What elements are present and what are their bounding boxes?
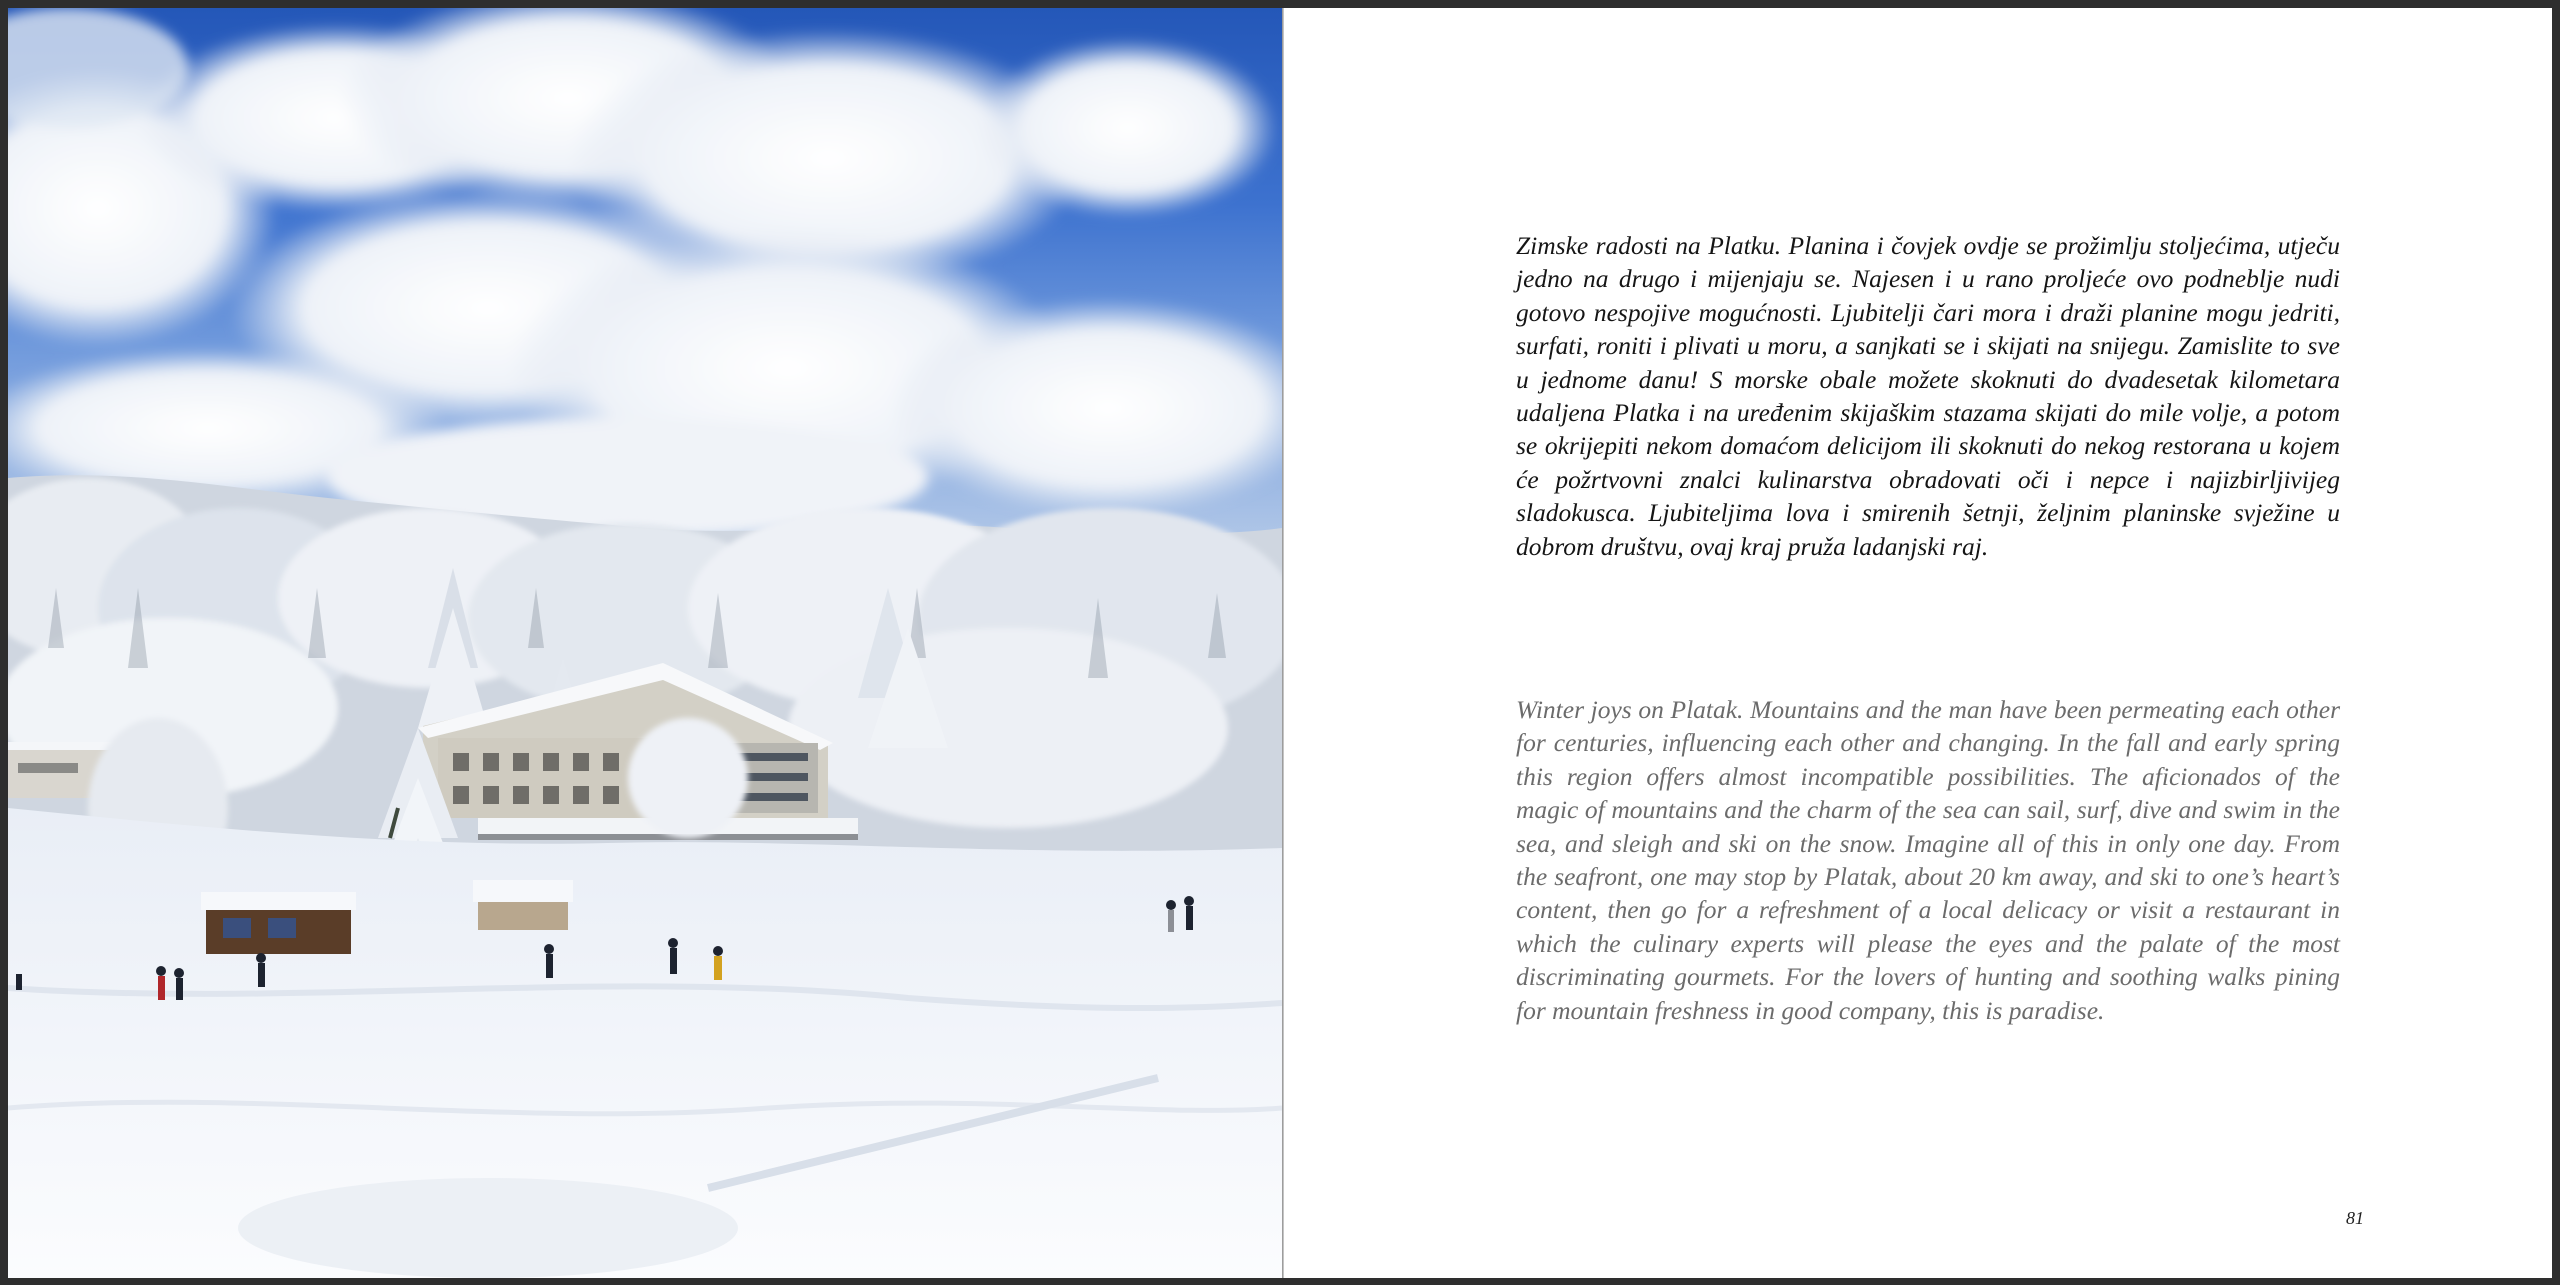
small-hut	[201, 892, 356, 954]
book-spread	[8, 8, 2552, 1278]
winter-landscape-photo	[8, 8, 1282, 1278]
croatian-paragraph: Zimske radosti na Platku. Planina i čovjek ovdje se prožimlju stoljećima, utječu jedno na drugo i mijenjaju se. Najesen i u rano proljeće ovo podneblje nudi gotovo nespojive mogućnosti. Ljubitelji čari mora i draži planine mogu jedriti, surfati, roniti i plivati u moru, a sanjkati se i skijati na snijegu. Zamislite to sve u jednome danu! S morske obale možete skoknuti do dvadesetak kilometara udaljena Platka i na uređenim skijaškim stazama skijati do mile volje, a potom se okrijepiti nekom domaćom delicijom ili skoknuti do nekog restorana u kojem će požrtvovni znalci kulinarstva obradovati oči i nepce i najizbirljivijeg sladokusca. Ljubiteljima lova i smirenih šetnji, željnim planinske svježine u dobrom društvu, ovaj kraj pruža ladanjski raj.	[1516, 231, 2340, 561]
photo-page	[8, 8, 1282, 1278]
english-paragraph: Winter joys on Platak. Mountains and the man have been permeating each other for centuries, influencing each other and changing. In the fall and early spring this region offers almost incompatible possibilities. The aficionados of the magic of mountains and the charm of the sea can sail, surf, dive and swim in the sea, and sleigh and ski on the snow. Imagine all of this in only one day. From the seafront, one may stop by Platak, about 20 km away, and ski to one’s heart’s content, then go for a refreshment of a local delicacy or visit a restaurant in which the culinary experts will please the eyes and the palate of the most discriminating gourmets. For the lovers of hunting and soothing walks pining for mountain freshness in good company, this is paradise.	[1516, 695, 2340, 1025]
text-page	[1284, 8, 2552, 1278]
page-number: 81	[2346, 1208, 2364, 1228]
small-hut-2	[473, 880, 573, 930]
